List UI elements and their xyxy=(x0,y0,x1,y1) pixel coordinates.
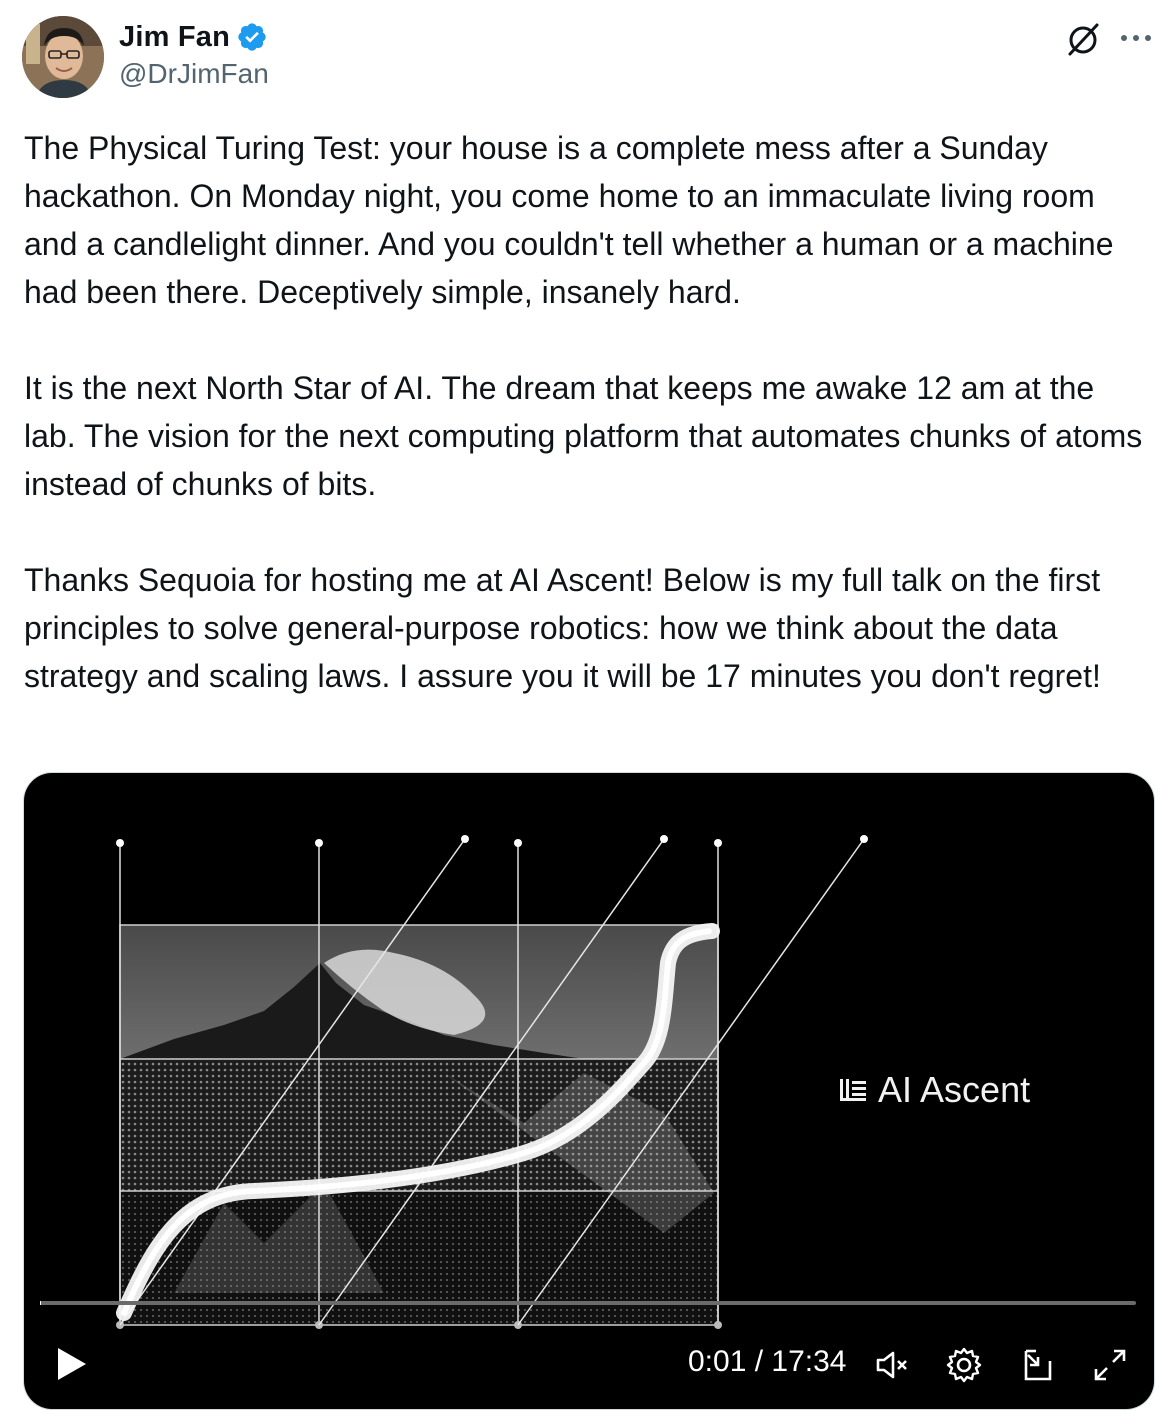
ai-ascent-text: AI Ascent xyxy=(878,1069,1031,1110)
author-handle[interactable]: @DrJimFan xyxy=(119,58,269,89)
gear-icon[interactable] xyxy=(944,1345,984,1385)
muted-speaker-icon[interactable] xyxy=(872,1345,912,1385)
verified-badge-icon xyxy=(236,21,268,53)
author-name-row xyxy=(119,18,268,56)
dock-icon[interactable] xyxy=(1018,1345,1058,1385)
play-icon[interactable] xyxy=(50,1343,92,1385)
tweet-text: The Physical Turing Test: your house is a complete mess after a Sunday hackathon. On Monday night, you come home to an immaculate living room and a candlelight dinner. And you couldn't tell whether a human or a machine had been there. Deceptively simple, insanely hard. It is the next North Star of AI. The dream that keeps me awake 12 am at the lab. The vision for the next computing platform that automates chunks of atoms instead of chunks of bits. Thanks Sequoia for hosting me at AI Ascent! Below is my full talk on the first principles to solve general-purpose robotics: how we think about the data strategy and scaling laws. I assure you it will be 17 minutes you don't regret! xyxy=(24,130,1143,694)
tweet-header xyxy=(0,0,1176,110)
ai-ascent-logo-icon xyxy=(838,1075,868,1105)
avatar-image xyxy=(22,16,104,98)
video-progress-bar[interactable] xyxy=(40,1301,1136,1305)
grok-icon[interactable] xyxy=(1064,20,1102,58)
video-controls xyxy=(24,1333,1154,1393)
avatar[interactable] xyxy=(22,16,104,98)
video-progress-fill xyxy=(40,1301,41,1305)
video-timecode: 0:01 / 17:34 xyxy=(688,1345,847,1378)
ai-ascent-logo xyxy=(838,1069,1030,1111)
author-name[interactable]: Jim Fan xyxy=(119,20,230,53)
fullscreen-icon[interactable] xyxy=(1090,1345,1130,1385)
video-player[interactable] xyxy=(24,773,1154,1409)
more-options-icon[interactable] xyxy=(1116,26,1156,50)
